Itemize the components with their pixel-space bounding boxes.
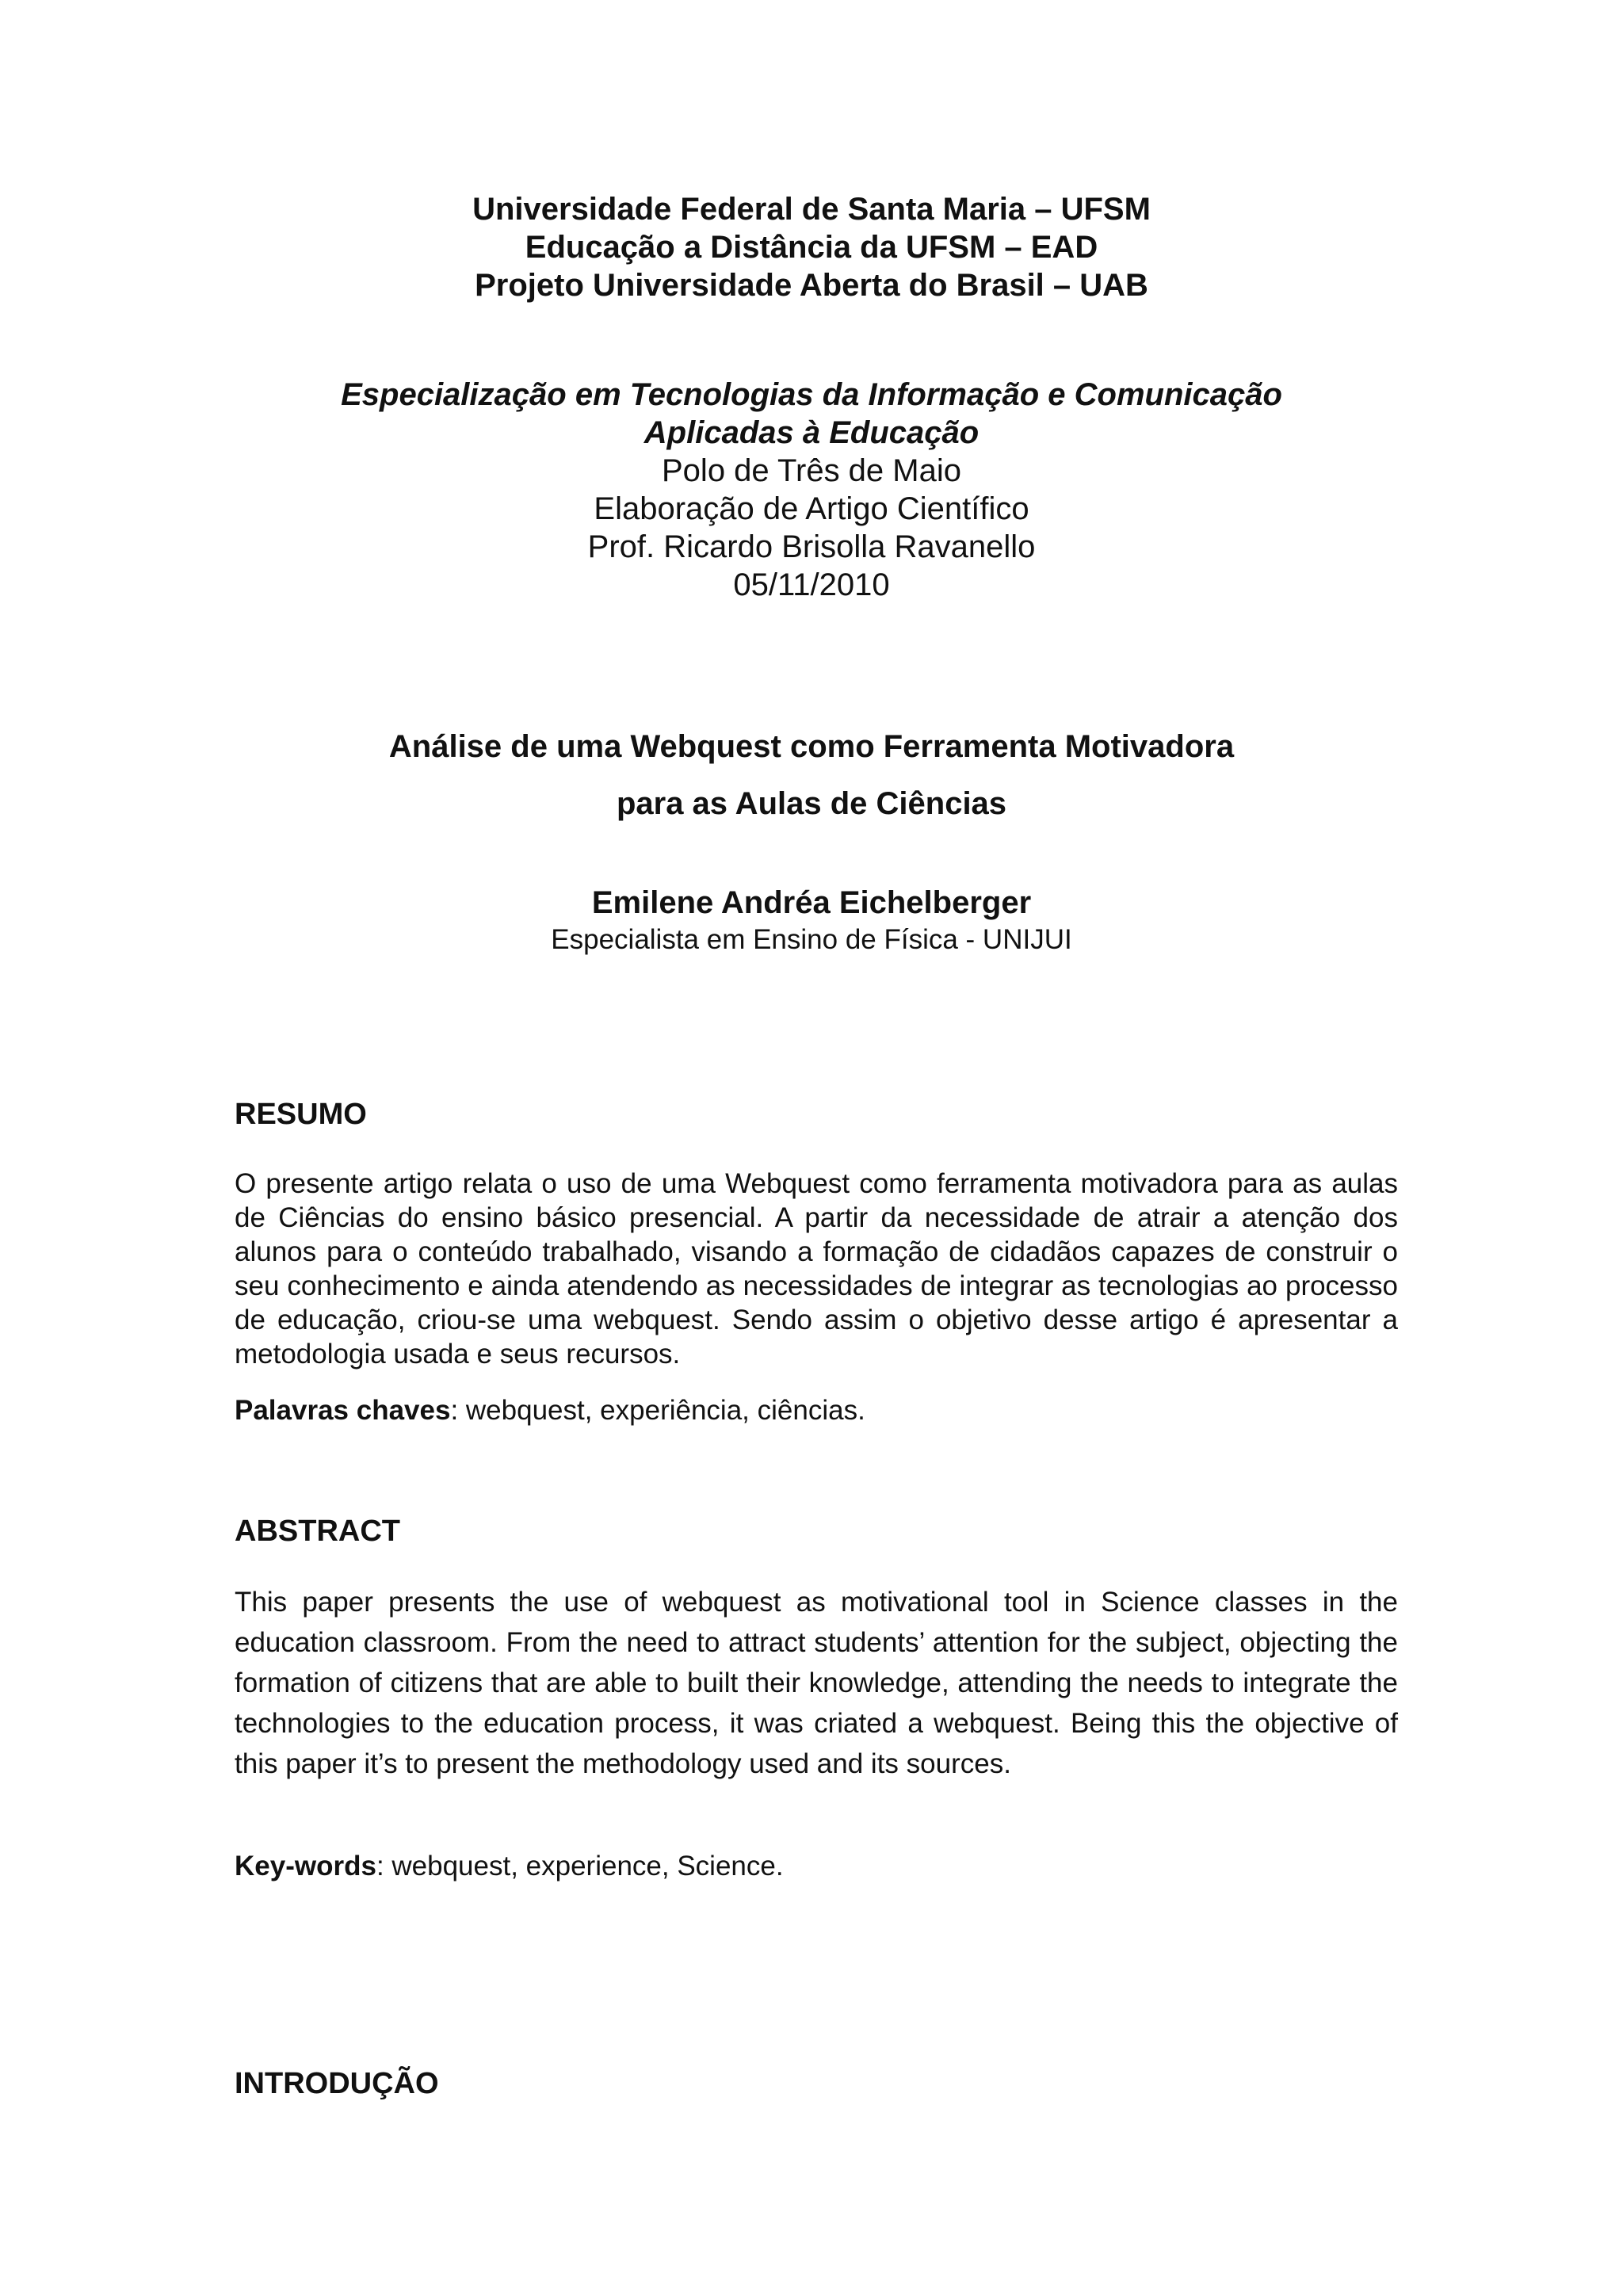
article-title [0,718,1623,832]
course-title-line2: Aplicadas à Educação [643,415,980,450]
course-subject: Elaboração de Artigo Científico [594,491,1029,526]
author-affiliation: Especialista em Ensino de Física - UNIJUI [551,924,1072,955]
resumo-keywords-label: Palavras chaves [235,1395,451,1426]
course-professor: Prof. Ricardo Brisolla Ravanello [587,529,1036,564]
abstract-keywords-value: : webquest, experience, Science. [376,1851,784,1881]
distance-education-name: Educação a Distância da UFSM – EAD [525,230,1098,265]
university-header [0,190,1623,304]
article-title-line2: para as Aulas de Ciências [616,786,1007,821]
course-title-line1: Especialização em Tecnologias da Informação e Comunicação [341,377,1282,412]
resumo-text: O presente artigo relata o uso de uma Webquest como ferramenta motivadora para as aulas de Ciências do ensino básico presencial. A partir da necessidade de atrair a atenção dos alunos para o conteúdo trabalhado, visando a formação de cidadãos capazes de construir o seu conhecimento e ainda atendendo as necessidades de integrar as tecnologias ao processo de educação, criou-se uma webquest. Sendo assim o objetivo desse artigo é apresentar a metodologia usada e seus recursos. [235,1168,1398,1370]
article-title-line1: Análise de uma Webquest como Ferramenta Motivadora [388,729,1235,764]
resumo-keywords [235,1393,1398,1428]
abstract-text: This paper presents the use of webquest as motivational tool in Science classes in the education classroom. From the need to attract students’ attention for the subject, objecting the formation of citizens that are able to built their knowledge, attending the needs to integrate the technologies to the education process, it was criated a webquest. Being this the objective of this paper it’s to present the methodology used and its sources. [235,1587,1398,1779]
course-info [0,376,1623,604]
resumo-keywords-value: : webquest, experiência, ciências. [450,1395,865,1426]
course-date: 05/11/2010 [733,567,890,602]
abstract-keywords [235,1849,1398,1884]
course-polo: Polo de Três de Maio [662,453,961,488]
project-name: Projeto Universidade Aberta do Brasil – UAB [475,268,1148,303]
abstract-heading: ABSTRACT [235,1515,400,1548]
author-block [0,883,1623,957]
resumo-heading: RESUMO [235,1098,367,1131]
introducao-heading: INTRODUÇÃO [235,2067,439,2100]
abstract-keywords-label: Key-words [235,1851,376,1881]
author-name: Emilene Andréa Eichelberger [591,885,1032,920]
university-name: Universidade Federal de Santa Maria – UFSM [472,192,1151,227]
